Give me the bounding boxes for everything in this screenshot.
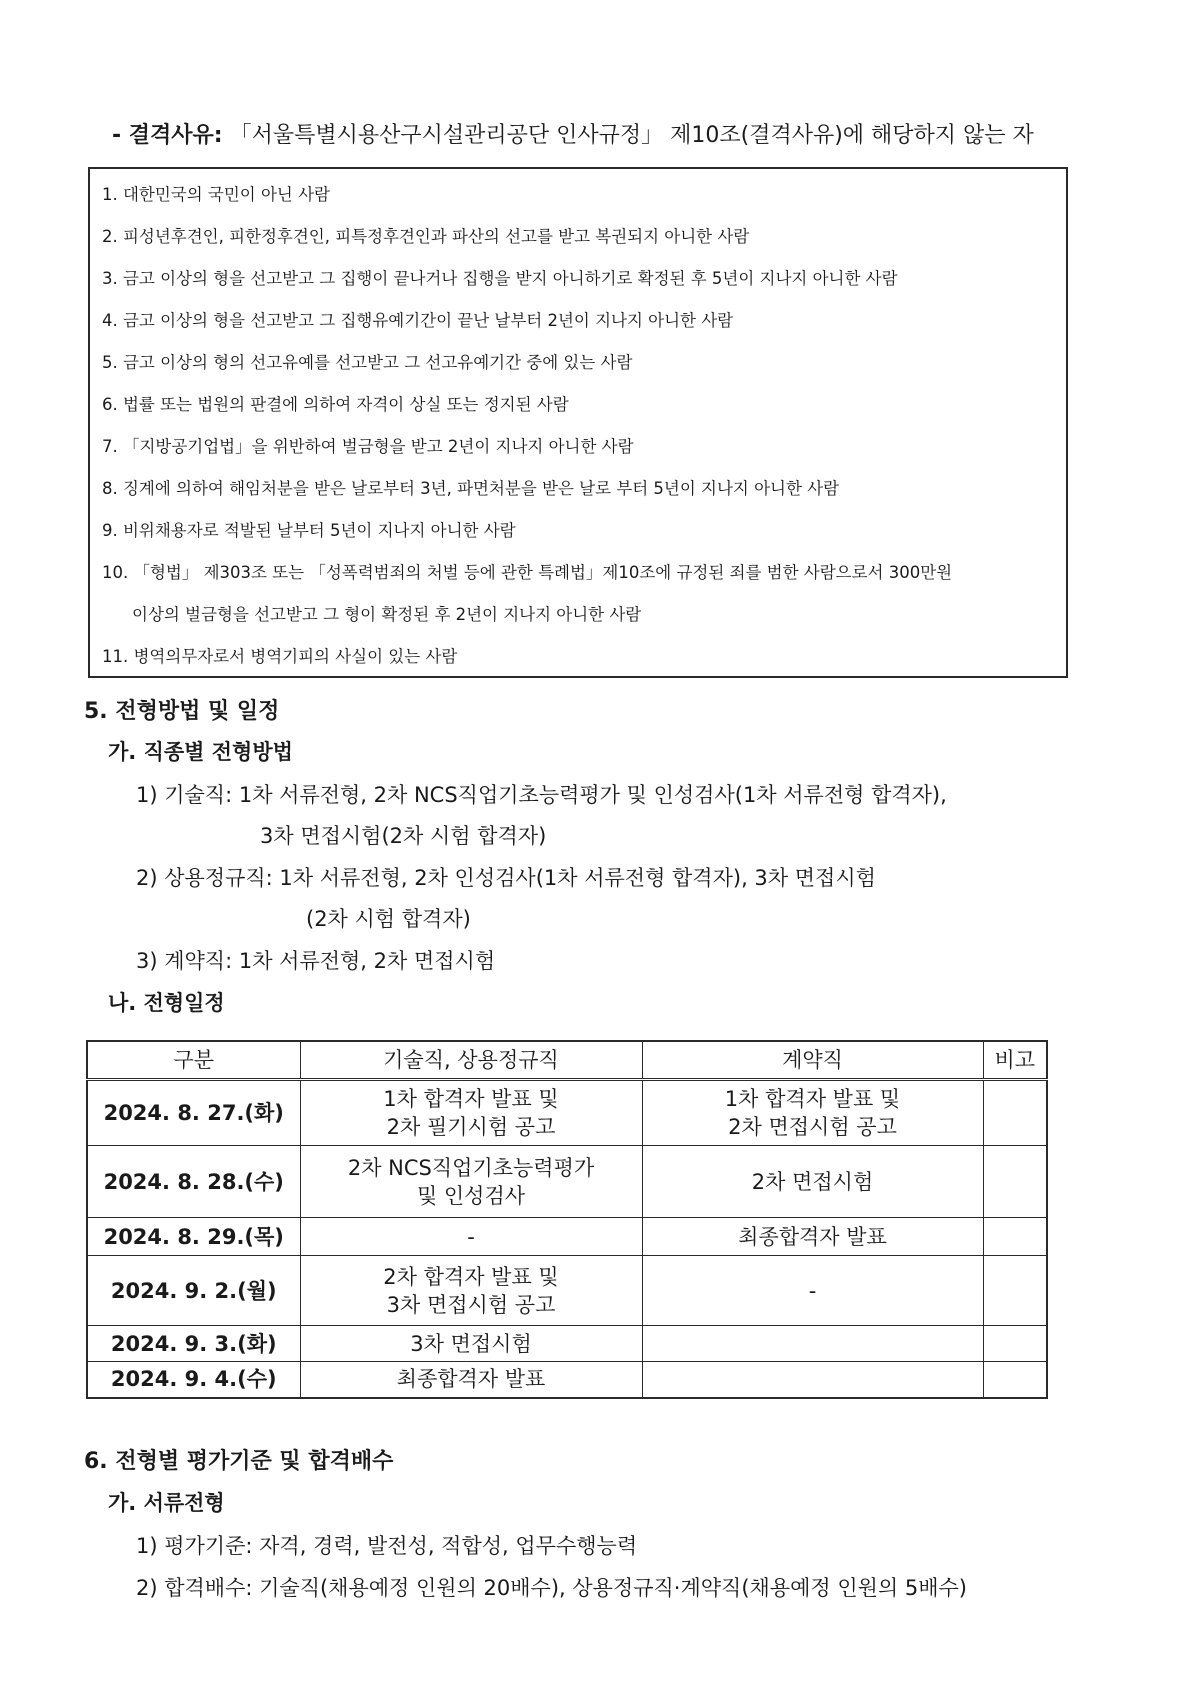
schedule-tech-cell — [300, 1326, 642, 1362]
schedule-note-cell — [983, 1080, 1047, 1146]
method-tech-line1: 1) 기술직: 1차 서류전형, 2차 NCS직업기초능력평가 및 인성검사(1차 서류전형 합격자), — [136, 783, 947, 807]
method-regular-line2: (2차 시험 합격자) — [306, 907, 471, 931]
header-note: 비고 — [983, 1041, 1047, 1080]
disqualification-item: 6. 법률 또는 법원의 판결에 의하여 자격이 상실 또는 정지된 사람 — [102, 395, 569, 414]
header-contract: 계약직 — [642, 1041, 983, 1080]
table-row — [87, 1256, 1047, 1326]
disqualification-item: 1. 대한민국의 국민이 아닌 사람 — [102, 185, 330, 204]
table-row — [87, 1362, 1047, 1398]
section5-sub-a: 가. 직종별 전형방법 — [108, 740, 293, 764]
section6-sub-a: 가. 서류전형 — [108, 1491, 225, 1515]
schedule-date: 2024. 8. 29.(목) — [87, 1218, 300, 1256]
schedule-contract-cell — [642, 1218, 983, 1256]
schedule-tech-cell — [300, 1256, 642, 1326]
disqualification-item: 2. 피성년후견인, 피한정후견인, 피특정후견인과 파산의 선고를 받고 복권되지 아니한 사람 — [102, 227, 750, 246]
disqualification-item: 4. 금고 이상의 형을 선고받고 그 집행유예기간이 끝난 날부터 2년이 지나지 아니한 사람 — [102, 311, 734, 330]
cell-text: 3차 면접시험 — [410, 1331, 532, 1356]
table-row — [87, 1146, 1047, 1218]
schedule-note-cell — [983, 1326, 1047, 1362]
schedule-tech-cell — [300, 1218, 642, 1256]
method-tech-line2: 3차 면접시험(2차 시험 합격자) — [260, 824, 547, 848]
cell-text: 최종합격자 발표 — [738, 1224, 887, 1249]
schedule-date: 2024. 9. 4.(수) — [87, 1362, 300, 1398]
disqualification-item: 5. 금고 이상의 형의 선고유예를 선고받고 그 선고유예기간 중에 있는 사람 — [102, 353, 633, 372]
table-row — [87, 1218, 1047, 1256]
schedule-note-cell — [983, 1256, 1047, 1326]
disqualification-item: 3. 금고 이상의 형을 선고받고 그 집행이 끝나거나 집행을 받지 아니하기로 확정된 후 5년이 지나지 아니한 사람 — [102, 269, 898, 288]
schedule-table — [86, 1040, 1048, 1399]
section5-title: 5. 전형방법 및 일정 — [84, 699, 280, 724]
header-tech-regular: 기술직, 상용정규직 — [300, 1041, 642, 1080]
cell-text: 2차 필기시험 공고 — [386, 1115, 556, 1139]
method-contract: 3) 계약직: 1차 서류전형, 2차 면접시험 — [136, 949, 496, 973]
schedule-date: 2024. 9. 2.(월) — [87, 1256, 300, 1326]
schedule-date: 2024. 8. 27.(화) — [87, 1080, 300, 1146]
schedule-date: 2024. 8. 28.(수) — [87, 1146, 300, 1218]
cell-text: 2차 면접시험 — [751, 1169, 874, 1194]
schedule-tech-cell — [300, 1080, 642, 1146]
schedule-date: 2024. 9. 3.(화) — [87, 1326, 300, 1362]
pass-multiple-line: 2) 합격배수: 기술직(채용예정 인원의 20배수), 상용정규직·계약직(채용예정 인원의 5배수) — [136, 1576, 967, 1600]
cell-text: 3차 면접시험 공고 — [386, 1292, 556, 1317]
cell-text: 2차 합격자 발표 및 — [383, 1264, 559, 1289]
cell-text: 1차 합격자 발표 및 — [383, 1087, 559, 1111]
cell-text: 1차 합격자 발표 및 — [724, 1087, 901, 1111]
method-regular-line1: 2) 상용정규직: 1차 서류전형, 2차 인성검사(1차 서류전형 합격자), 3차 면접시험 — [136, 866, 876, 890]
schedule-note-cell — [983, 1362, 1047, 1398]
disqualification-item: 11. 병역의무자로서 병역기피의 사실이 있는 사람 — [102, 647, 458, 666]
schedule-tech-cell — [300, 1362, 642, 1398]
schedule-note-cell — [983, 1218, 1047, 1256]
disqualification-item: 9. 비위채용자로 적발된 날부터 5년이 지나지 아니한 사람 — [102, 521, 516, 540]
disqualification-text: 「서울특별시용산구시설관리공단 인사규정」 제10조(결격사유)에 해당하지 않는 자 — [229, 123, 1034, 148]
header-category: 구분 — [87, 1041, 300, 1080]
criteria-line: 1) 평가기준: 자격, 경력, 발전성, 적합성, 업무수행능력 — [136, 1534, 638, 1558]
disqualification-item: 7. 「지방공기업법」을 위반하여 벌금형을 받고 2년이 지나지 아니한 사람 — [102, 437, 634, 456]
cell-text: 및 인성검사 — [416, 1183, 526, 1208]
disqualification-item: 8. 징계에 의하여 해임처분을 받은 날로부터 3년, 파면처분을 받은 날로 부터 5년이 지나지 아니한 사람 — [102, 479, 840, 498]
section6-title: 6. 전형별 평가기준 및 합격배수 — [84, 1449, 394, 1474]
schedule-note-cell — [983, 1146, 1047, 1218]
schedule-contract-cell — [642, 1362, 983, 1398]
cell-text: - — [467, 1224, 475, 1249]
table-row — [87, 1080, 1047, 1146]
section5-sub-b: 나. 전형일정 — [108, 991, 225, 1015]
disqualification-lead: - 결격사유: — [112, 123, 223, 148]
disqualification-item: 10. 「형법」 제303조 또는 「성폭력범죄의 처벌 등에 관한 특례법」제10조에 규정된 죄를 범한 사람으로서 300만원 — [102, 563, 953, 582]
schedule-tech-cell — [300, 1146, 642, 1218]
schedule-contract-cell — [642, 1146, 983, 1218]
schedule-contract-cell — [642, 1326, 983, 1362]
table-header-row — [87, 1041, 1047, 1080]
disqualification-box — [88, 167, 1068, 678]
table-row — [87, 1326, 1047, 1362]
cell-text: 2차 면접시험 공고 — [728, 1115, 897, 1139]
cell-text: 2차 NCS직업기초능력평가 — [347, 1155, 595, 1180]
cell-text: - — [808, 1278, 817, 1303]
schedule-contract-cell — [642, 1256, 983, 1326]
schedule-contract-cell — [642, 1080, 983, 1146]
cell-text: 최종합격자 발표 — [396, 1367, 546, 1392]
disqualification-heading — [112, 118, 1034, 149]
disqualification-item-continuation: 이상의 벌금형을 선고받고 그 형이 확정된 후 2년이 지나지 아니한 사람 — [132, 605, 642, 624]
